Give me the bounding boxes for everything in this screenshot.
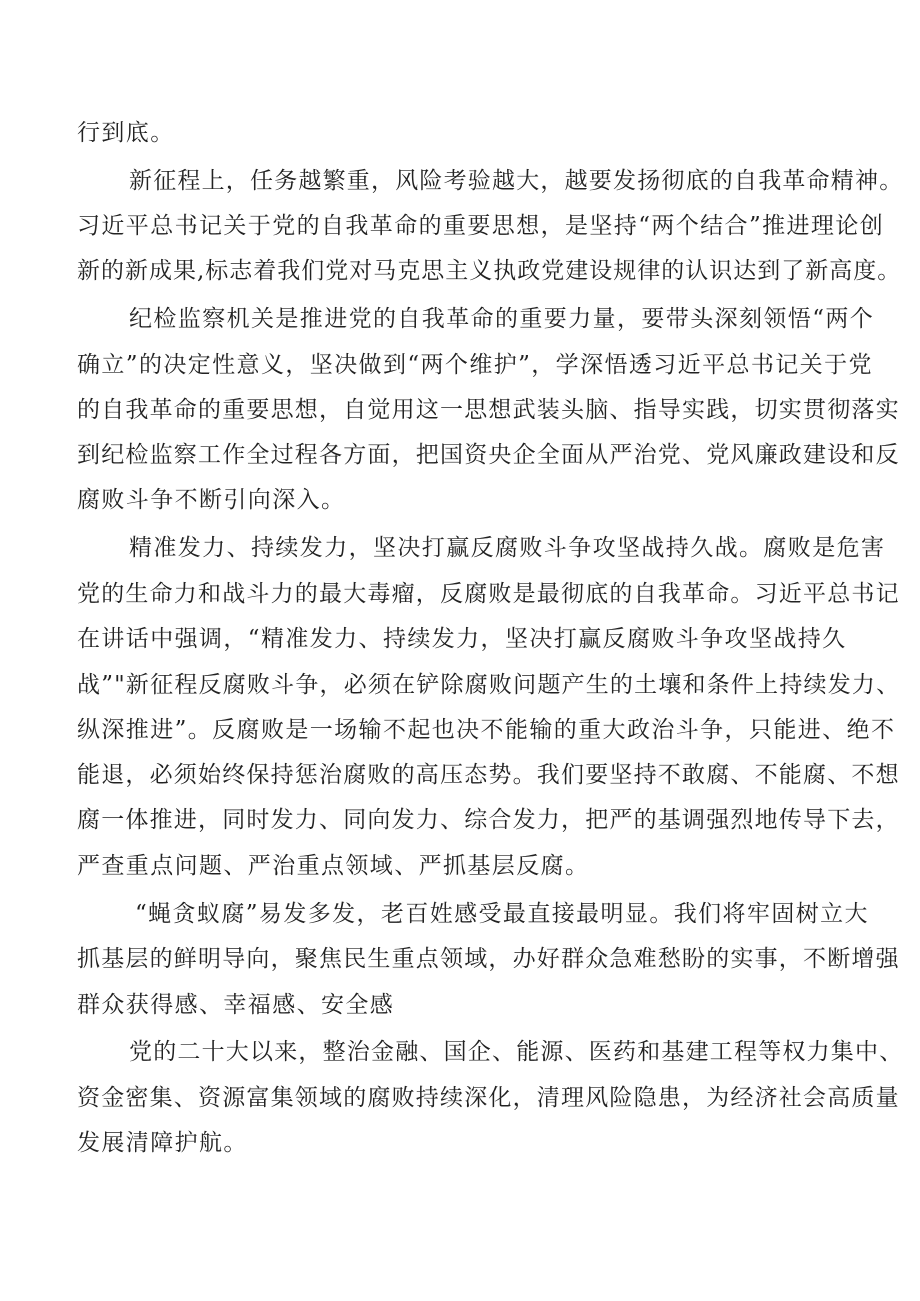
text-line: 行到底。 bbox=[77, 120, 175, 146]
text-line: 到纪检监察工作全过程各方面，把国资央企全面从严治党、党风廉政建设和反 bbox=[77, 442, 900, 468]
text-line: 群众获得感、幸福感、安全感 bbox=[77, 992, 395, 1018]
text-line: 纪检监察机关是推进党的自我革命的重要力量，要带头深刻领悟“两个 bbox=[129, 306, 875, 332]
text-line: “蝇贪蚁腐”易发多发，老百姓感受最直接最明显。我们将牢固树立大 bbox=[135, 901, 869, 927]
text-line: 新征程上，任务越繁重，风险考验越大，越要发扬彻底的自我革命精神。 bbox=[129, 168, 904, 194]
text-line: 发展清障护航。 bbox=[77, 1130, 248, 1156]
text-line: 抓基层的鲜明导向，聚焦民生重点领域，办好群众急难愁盼的实事，不断增强 bbox=[77, 946, 900, 972]
text-line: 精准发力、持续发力，坚决打赢反腐败斗争攻坚战持久战。腐败是危害 bbox=[129, 535, 886, 561]
text-line: 的自我革命的重要思想，自觉用这一思想武装头脑、指导实践，切实贯彻落实 bbox=[77, 397, 900, 423]
text-line: 资金密集、资源富集领域的腐败持续深化，清理风险隐患，为经济社会高质量 bbox=[77, 1085, 900, 1111]
text-line: 腐一体推进，同时发力、同向发力、综合发力，把严的基调强烈地传导下去， bbox=[77, 807, 900, 833]
text-line: 新的新成果,标志着我们党对马克思主义执政党建设规律的认识达到了新高度。 bbox=[77, 258, 902, 284]
text-line: 党的生命力和战斗力的最大毒瘤，反腐败是最彻底的自我革命。习近平总书记 bbox=[77, 581, 900, 607]
text-line: 腐败斗争不断引向深入。 bbox=[77, 487, 346, 513]
text-line: 纵深推进”。反腐败是一场输不起也决不能输的重大政治斗争，只能进、绝不 bbox=[77, 717, 896, 743]
text-line: 能退，必须始终保持惩治腐败的高压态势。我们要坚持不敢腐、不能腐、不想 bbox=[77, 762, 900, 788]
text-line: 确立”的决定性意义，坚决做到“两个维护”，学深悟透习近平总书记关于党 bbox=[77, 352, 873, 378]
text-line: 在讲话中强调，“精准发力、持续发力，坚决打赢反腐败斗争攻坚战持久 bbox=[77, 626, 847, 652]
text-line: 党的二十大以来，整治金融、国企、能源、医药和基建工程等权力集中、 bbox=[129, 1039, 904, 1065]
text-line: 严查重点问题、严治重点领域、严抓基层反腐。 bbox=[77, 853, 590, 879]
text-line: 战”"新征程反腐败斗争，必须在铲除腐败问题产生的土壤和条件上持续发力、 bbox=[77, 672, 901, 698]
text-line: 习近平总书记关于党的自我革命的重要思想，是坚持“两个结合”推进理论创 bbox=[77, 213, 885, 239]
